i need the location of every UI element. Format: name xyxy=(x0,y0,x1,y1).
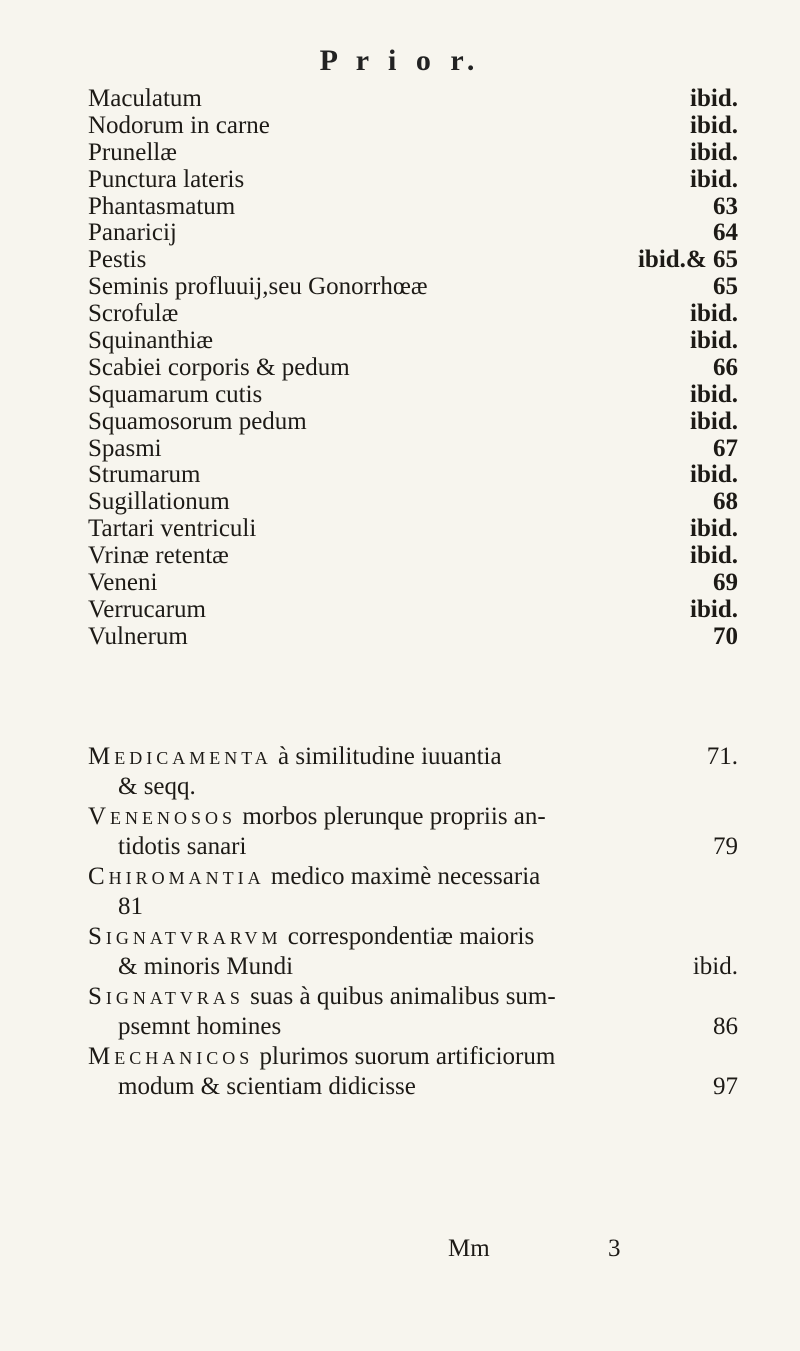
paragraph-lead-word: Signatvras xyxy=(88,983,244,1010)
paragraph-page-ref: 97 xyxy=(713,1073,738,1100)
entry-page-ref: 64 xyxy=(713,219,738,247)
entry-page-ref: ibid. xyxy=(690,300,738,328)
index-paragraph xyxy=(88,922,738,982)
index-entry xyxy=(88,355,738,382)
paragraph-line: psemnt homines xyxy=(118,1013,282,1040)
entry-term: Prunellæ xyxy=(88,138,177,166)
paragraph-lead-word: Mechanicos xyxy=(88,1043,254,1070)
index-entry xyxy=(88,274,738,301)
entry-term: Spasmi xyxy=(88,434,162,462)
paragraph-page-ref: 86 xyxy=(713,1013,738,1040)
index-paragraph xyxy=(88,982,738,1042)
index-paragraph xyxy=(88,742,738,802)
index-entry xyxy=(88,489,738,516)
entry-term: Squamarum cutis xyxy=(88,380,263,408)
entry-term: Panaricij xyxy=(88,219,177,247)
index-entry xyxy=(88,516,738,543)
entry-page-ref: ibid. xyxy=(690,461,738,489)
index-entry xyxy=(88,624,738,651)
index-entry xyxy=(88,167,738,194)
entry-term: Squamosorum pedum xyxy=(88,407,307,435)
index-entry xyxy=(88,220,738,247)
entry-term: Sugillationum xyxy=(88,488,230,516)
index-entry xyxy=(88,194,738,221)
index-entry xyxy=(88,328,738,355)
index-entry xyxy=(88,113,738,140)
entry-term: Phantasmatum xyxy=(88,192,236,220)
entry-page-ref: ibid. xyxy=(690,327,738,355)
index-entry xyxy=(88,570,738,597)
entry-term: Scabiei corporis & pedum xyxy=(88,353,350,381)
index-paragraph xyxy=(88,802,738,862)
entry-page-ref: ibid. xyxy=(690,380,738,408)
paragraph-line: modum & scientiam didicisse xyxy=(118,1073,416,1100)
signature-letters: Mm xyxy=(448,1235,490,1262)
entry-term: Verrucarum xyxy=(88,595,206,623)
entry-term: Vulnerum xyxy=(88,622,188,650)
index-entry xyxy=(88,86,738,113)
paragraph-page-ref: 71. xyxy=(706,743,738,770)
entry-page-ref: 67 xyxy=(713,434,738,462)
entry-term: Pestis xyxy=(88,246,147,274)
index-entry xyxy=(88,301,738,328)
paragraph-lead-word: Venenosos xyxy=(88,803,237,830)
paragraph-line: 81 xyxy=(118,893,143,920)
index-entry xyxy=(88,409,738,436)
entry-term: Maculatum xyxy=(88,85,202,112)
entry-term: Squinanthiæ xyxy=(88,327,214,355)
entry-page-ref: 68 xyxy=(713,488,738,516)
entry-term: Strumarum xyxy=(88,461,201,489)
entry-page-ref: ibid. xyxy=(690,515,738,543)
paragraph-lead-word: Chiromantia xyxy=(88,863,265,890)
entry-page-ref: ibid. xyxy=(690,165,738,193)
index-entry xyxy=(88,140,738,167)
entry-term: Tartari ventriculi xyxy=(88,515,257,543)
paragraph-line: correspondentiæ maioris xyxy=(287,923,535,950)
index-paragraph xyxy=(88,1042,738,1102)
entry-page-ref: ibid. xyxy=(690,542,738,570)
entry-page-ref: ibid. xyxy=(690,138,738,166)
index-entry xyxy=(88,247,738,274)
entry-page-ref: ibid. xyxy=(690,85,738,112)
entry-page-ref: 70 xyxy=(713,622,738,650)
paragraph-line: & minoris Mundi xyxy=(118,953,294,980)
paragraph-line: & seqq. xyxy=(118,773,196,800)
entry-page-ref: ibid.& 65 xyxy=(637,246,738,274)
paragraph-line: medico maximè necessaria xyxy=(270,863,541,890)
index-entries xyxy=(88,86,738,651)
entry-term: Scrofulæ xyxy=(88,300,179,328)
entry-term: Veneni xyxy=(88,569,158,597)
signature-number: 3 xyxy=(608,1235,621,1262)
page-header: P r i o r. xyxy=(319,44,481,77)
entry-term: Seminis profluuij,seu Gonorrhœæ xyxy=(88,273,428,301)
index-entry xyxy=(88,382,738,409)
entry-page-ref: ibid. xyxy=(690,111,738,139)
entry-term: Nodorum in carne xyxy=(88,111,270,139)
paragraph-line: suas à quibus animalibus sum- xyxy=(250,983,556,1010)
entry-term: Vrinæ retentæ xyxy=(88,542,229,570)
paragraph-lead-word: Medicamenta xyxy=(88,743,272,770)
entry-page-ref: 66 xyxy=(713,353,738,381)
entry-page-ref: 63 xyxy=(713,192,738,220)
index-entry xyxy=(88,462,738,489)
paragraph-line: morbos plerunque propriis an- xyxy=(242,803,546,830)
entry-page-ref: 69 xyxy=(713,569,738,597)
entry-term: Punctura lateris xyxy=(88,165,245,193)
paragraph-line: à similitudine iuuantia xyxy=(278,743,502,770)
paragraph-line: plurimos suorum artificiorum xyxy=(259,1043,556,1070)
paragraph-page-ref: ibid. xyxy=(692,953,738,980)
index-entry xyxy=(88,543,738,570)
entry-page-ref: 65 xyxy=(713,273,738,301)
paragraph-lead-word: Signatvrarvm xyxy=(88,923,282,950)
index-entry xyxy=(88,436,738,463)
index-paragraph xyxy=(88,862,738,922)
paragraph-line: tidotis sanari xyxy=(118,833,247,860)
paragraph-page-ref: 79 xyxy=(713,833,738,860)
entry-page-ref: ibid. xyxy=(690,595,738,623)
index-entry xyxy=(88,597,738,624)
entry-page-ref: ibid. xyxy=(690,407,738,435)
